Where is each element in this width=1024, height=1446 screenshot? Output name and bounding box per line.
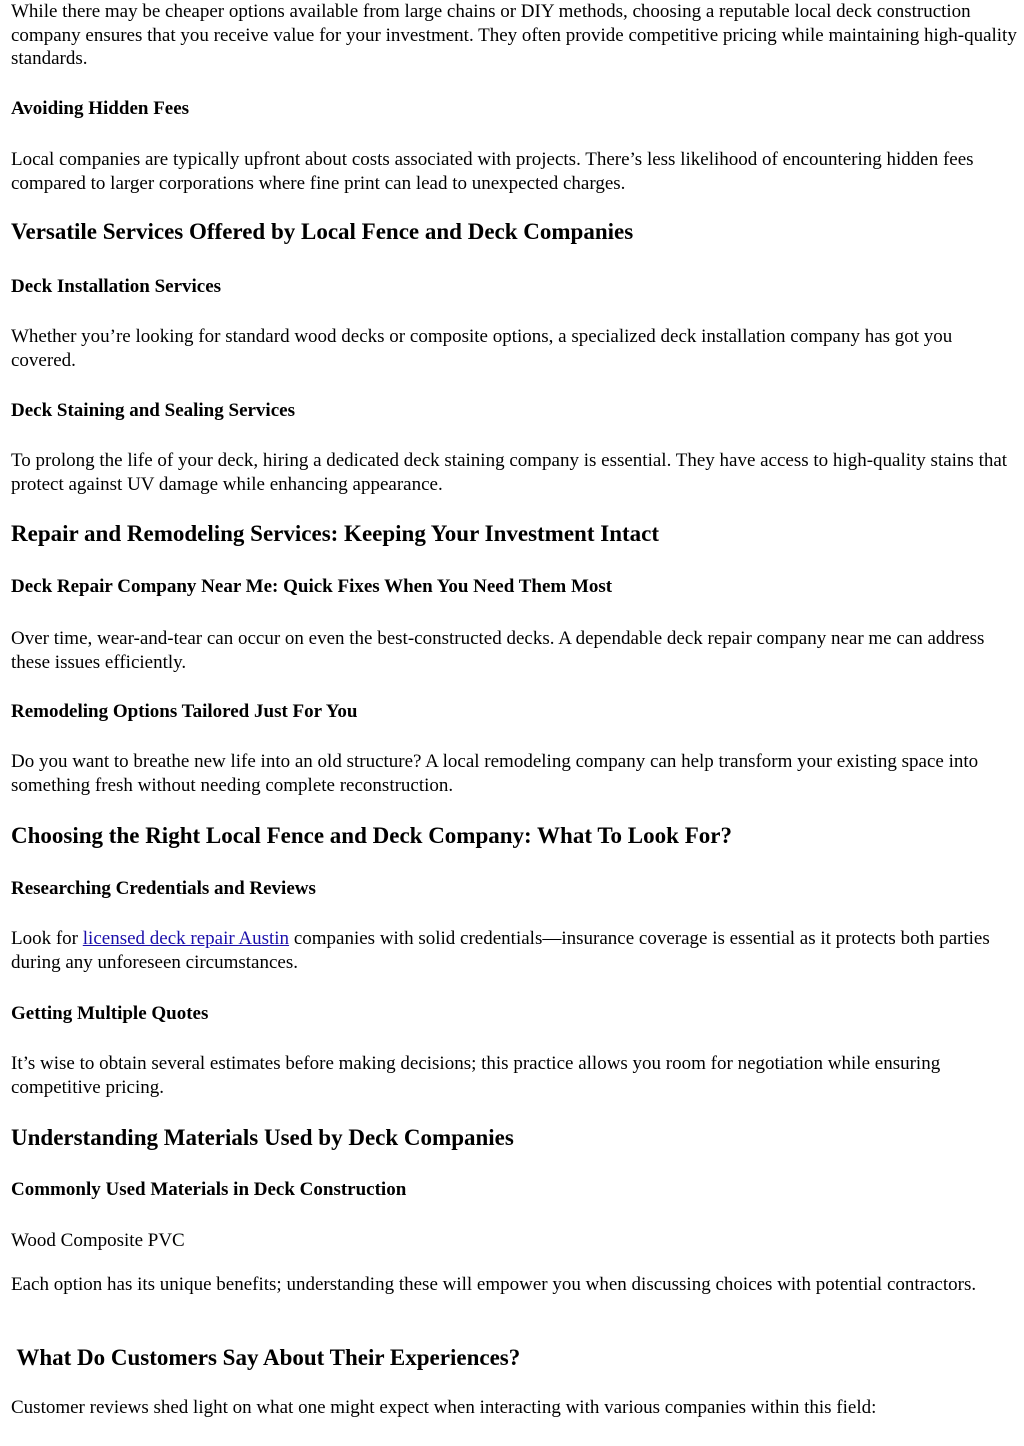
heading-multiple-quotes: Getting Multiple Quotes [11, 1003, 209, 1024]
heading-versatile-services: Versatile Services Offered by Local Fence and Deck Companies [11, 219, 634, 244]
paragraph-remodeling-options: Do you want to breathe new life into an old structure? A local remodeling company can help transform your existing space into something fresh without needing complete reconstruction. [11, 751, 979, 796]
paragraph-materials-list: Wood Composite PVC [11, 1230, 185, 1251]
credentials-text-after: companies with solid credentials—insurance coverage is essential as it protects both parties during any unforeseen circumstances. [11, 928, 990, 973]
intro-paragraph: While there may be cheaper options available from large chains or DIY methods, choosing a reputable local deck construction company ensures that you receive value for your investment. They often provide competitive pricing while maintaining high-quality standards. [11, 1, 1017, 69]
heading-understanding-materials: Understanding Materials Used by Deck Companies [11, 1125, 514, 1150]
paragraph-credentials [11, 927, 1017, 974]
heading-remodeling-options: Remodeling Options Tailored Just For You [11, 701, 358, 722]
heading-repair-near-me: Deck Repair Company Near Me: Quick Fixes When You Need Them Most [11, 576, 613, 597]
heading-choosing-company: Choosing the Right Local Fence and Deck Company: What To Look For? [11, 823, 732, 848]
heading-deck-installation: Deck Installation Services [11, 276, 222, 297]
licensed-deck-repair-austin-link[interactable]: licensed deck repair Austin [82, 928, 290, 949]
paragraph-multiple-quotes: It’s wise to obtain several estimates before making decisions; this practice allows you room for negotiation while ensuring competitive pricing. [11, 1053, 941, 1098]
heading-common-materials: Commonly Used Materials in Deck Construction [11, 1179, 407, 1200]
paragraph-repair-near-me: Over time, wear-and-tear can occur on even the best-constructed decks. A dependable deck repair company near me can address these issues efficiently. [11, 628, 985, 673]
heading-deck-staining: Deck Staining and Sealing Services [11, 400, 295, 421]
heading-avoiding-hidden-fees: Avoiding Hidden Fees [11, 98, 190, 119]
paragraph-customer-reviews: Customer reviews shed light on what one might expect when interacting with various companies within this field: [11, 1397, 877, 1418]
heading-customer-experiences: What Do Customers Say About Their Experiences? [11, 1345, 521, 1370]
heading-repair-remodeling: Repair and Remodeling Services: Keeping Your Investment Intact [11, 521, 660, 546]
credentials-text-before: Look for [11, 928, 83, 949]
paragraph-deck-staining: To prolong the life of your deck, hiring a dedicated deck staining company is essential. They have access to high-quality stains that protect against UV damage while enhancing appearance. [11, 450, 1008, 495]
paragraph-hidden-fees: Local companies are typically upfront about costs associated with projects. There’s less likelihood of encountering hidden fees compared to larger corporations where fine print can lead to unexpected charges. [11, 149, 974, 194]
paragraph-deck-installation: Whether you’re looking for standard wood decks or composite options, a specialized deck installation company has got you covered. [11, 326, 953, 371]
paragraph-materials-benefits: Each option has its unique benefits; understanding these will empower you when discussing choices with potential contractors. [11, 1274, 977, 1295]
heading-credentials-reviews: Researching Credentials and Reviews [11, 878, 316, 899]
